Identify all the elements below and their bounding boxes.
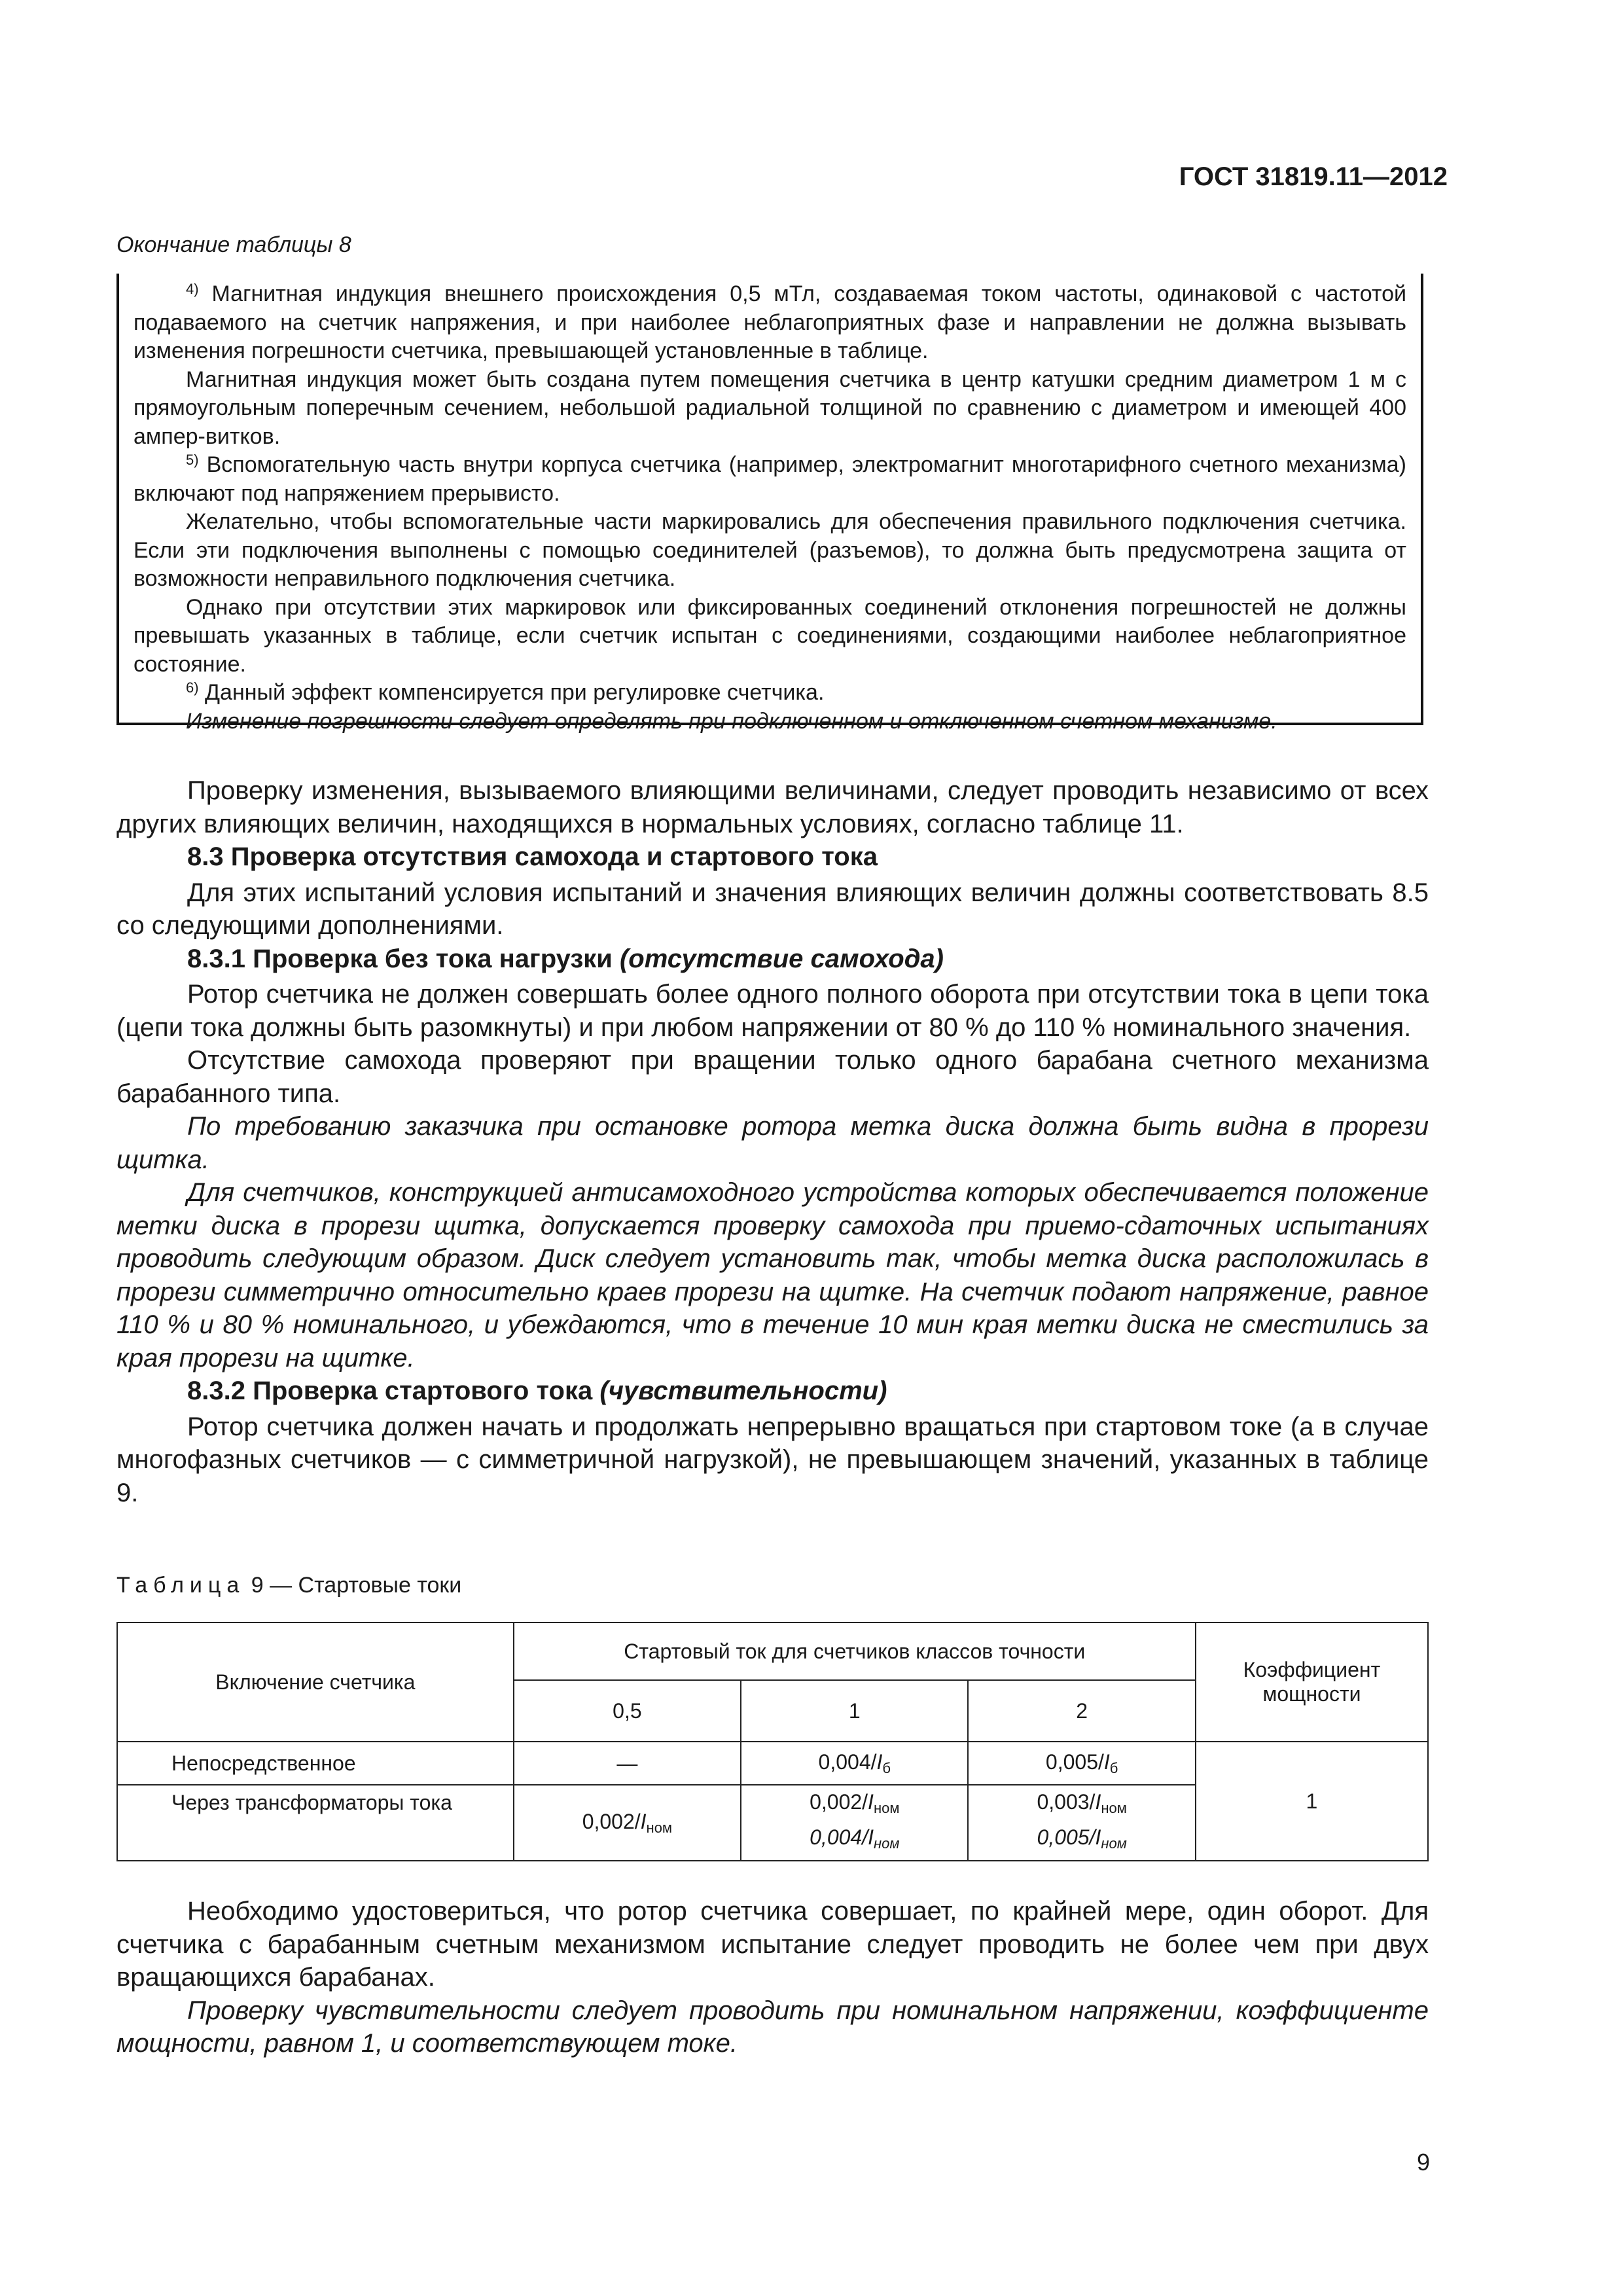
header-power-factor: Коэффициент мощности (1196, 1623, 1428, 1742)
note-6-p2: Изменение погрешности следует определять при подключенном и отключенном счетном механизме. (186, 708, 1277, 734)
paragraph-italic: Для счетчиков, конструкцией антисамоходного устройства которых обеспечивается положение метки диска в прорези щитка, допускается проверку самохода при приемо-сдаточных испытаниях проводить следующим образом. Диск следует установить так, чтобы метка диска расположилась в прорези симметрично относительно краев прорези на щитке. На счетчик подают напряжение, равное 110 % и 80 % номинального, и убеждаются, что в течение 10 мин края метки диска не сместились за края прорези на щитке. (116, 1178, 1429, 1372)
section-text-upper (116, 774, 1429, 1509)
note-5-p3: Однако при отсутствии этих маркировок или фиксированных соединений отклонения погрешностей не должны превышать указанных в таблице, если счетчик испытан с соединениями, создающими наиболее неблагоприятное состояние. (134, 594, 1406, 677)
document-header: ГОСТ 31819.11—2012 (1179, 162, 1448, 191)
table-continuation-label: Окончание таблицы 8 (116, 232, 351, 257)
table8-notes (116, 274, 1423, 734)
note-5-mark: 5) (186, 452, 199, 468)
note-4-p1: $^{4)}$ Магнитная индукция внешнего происхождения 0,5 мТл, создаваемая током частоты, одинаковой с частотой подаваемого на счетчик напряжения, и при наиболее неблагоприятных фазе и направлении не должна вызывать изменения погрешности счетчика, превышающей установленные в таблице. (134, 281, 1406, 363)
paragraph: Проверку изменения, вызываемого влияющими величинами, следует проводить независимо от всех других влияющих величин, находящихся в нормальных условиях, согласно таблице 11. (116, 776, 1429, 838)
paragraph: Ротор счетчика не должен совершать более одного полного оборота при отсутствии тока в цепи тока (цепи тока должны быть разомкнуты) и при любом напряжении от 80 % до 110 % номинального значения. (116, 980, 1429, 1042)
note-5-p1: $^{5)}$ Вспомогательную часть внутри корпуса счетчика (например, электромагнит многотарифного счетного механизма) включают под напряжением прерывисто. (134, 452, 1407, 506)
note-6-mark: 6) (186, 679, 199, 696)
note-4-p2: Магнитная индукция может быть создана путем помещения счетчика в центр катушки средним диаметром 1 м с прямоугольным поперечным сечением, небольшой радиальной толщиной по сравнению с диаметром и имеющей 400 ампер-витков. (134, 367, 1406, 449)
row-transformer-class1: $0,002/I_{ном}$ $0,004/I_{ном}$ (741, 1785, 968, 1861)
header-connection: Включение счетчика (117, 1623, 514, 1742)
page-number: 9 (1416, 2149, 1430, 2176)
paragraph-italic: Проверку чувствительности следует проводить при номинальном напряжении, коэффициенте мощности, равном 1, и соответствующем токе. (116, 1996, 1429, 2058)
header-class-05: 0,5 (514, 1680, 741, 1742)
section-text-lower (116, 1895, 1429, 2060)
table9 (116, 1622, 1429, 1861)
row-direct-class2: $0,005/I_б$ (968, 1742, 1195, 1785)
power-factor-value: 1 (1196, 1742, 1428, 1861)
paragraph-italic: По требованию заказчика при остановке ротора метка диска должна быть видна в прорези щитка. (116, 1112, 1429, 1174)
row-direct-label: Непосредственное (117, 1742, 514, 1785)
row-transformer-class2: $0,003/I_{ном}$ $0,005/I_{ном}$ (968, 1785, 1195, 1861)
row-direct-class1: $0,004/I_б$ (741, 1742, 968, 1785)
paragraph: Отсутствие самохода проверяют при вращении только одного барабана счетного механизма барабанного типа. (116, 1046, 1429, 1108)
header-class-1: 1 (741, 1680, 968, 1742)
row-direct-class05: — (514, 1742, 741, 1785)
heading-8-3-1: 8.3.1 Проверка без тока нагрузки (отсутствие самохода) (187, 944, 944, 973)
note-4-mark: 4) (186, 281, 199, 297)
note-6-p1: $^{6)}$ Данный эффект компенсируется при регулировке счетчика. (186, 679, 825, 705)
heading-8-3-2: 8.3.2 Проверка стартового тока (чувствительности) (187, 1376, 887, 1405)
header-class-2: 2 (968, 1680, 1195, 1742)
heading-8-3: 8.3 Проверка отсутствия самохода и стартового тока (187, 842, 878, 871)
header-start-current: Стартовый ток для счетчиков классов точности (514, 1623, 1196, 1680)
paragraph: Ротор счетчика должен начать и продолжать непрерывно вращаться при стартовом токе (а в случае многофазных счетчиков — с симметричной нагрузкой), не превышающем значений, указанных в таблице 9. (116, 1412, 1429, 1507)
paragraph: Необходимо удостовериться, что ротор счетчика совершает, по крайней мере, один оборот. Для счетчика с барабанным счетным механизмом испытание следует проводить не более чем при двух вращающихся барабанах. (116, 1897, 1429, 1992)
paragraph: Для этих испытаний условия испытаний и значения влияющих величин должны соответствовать 8.5 со следующими дополнениями. (116, 878, 1429, 940)
row-transformer-label: Через трансформаторы тока (117, 1785, 514, 1861)
row-transformer-class05: $0,002/I_{ном}$ (514, 1785, 741, 1861)
note-5-p2: Желательно, чтобы вспомогательные части маркировались для обеспечения правильного подключения счетчика. Если эти подключения выполнены с помощью соединителей (разъемов), то должна быть предусмотрена защита от возможности неправильного подключения счетчика. (134, 509, 1406, 591)
table9-caption: Таблица 9 — Стартовые токи (116, 1573, 462, 1598)
